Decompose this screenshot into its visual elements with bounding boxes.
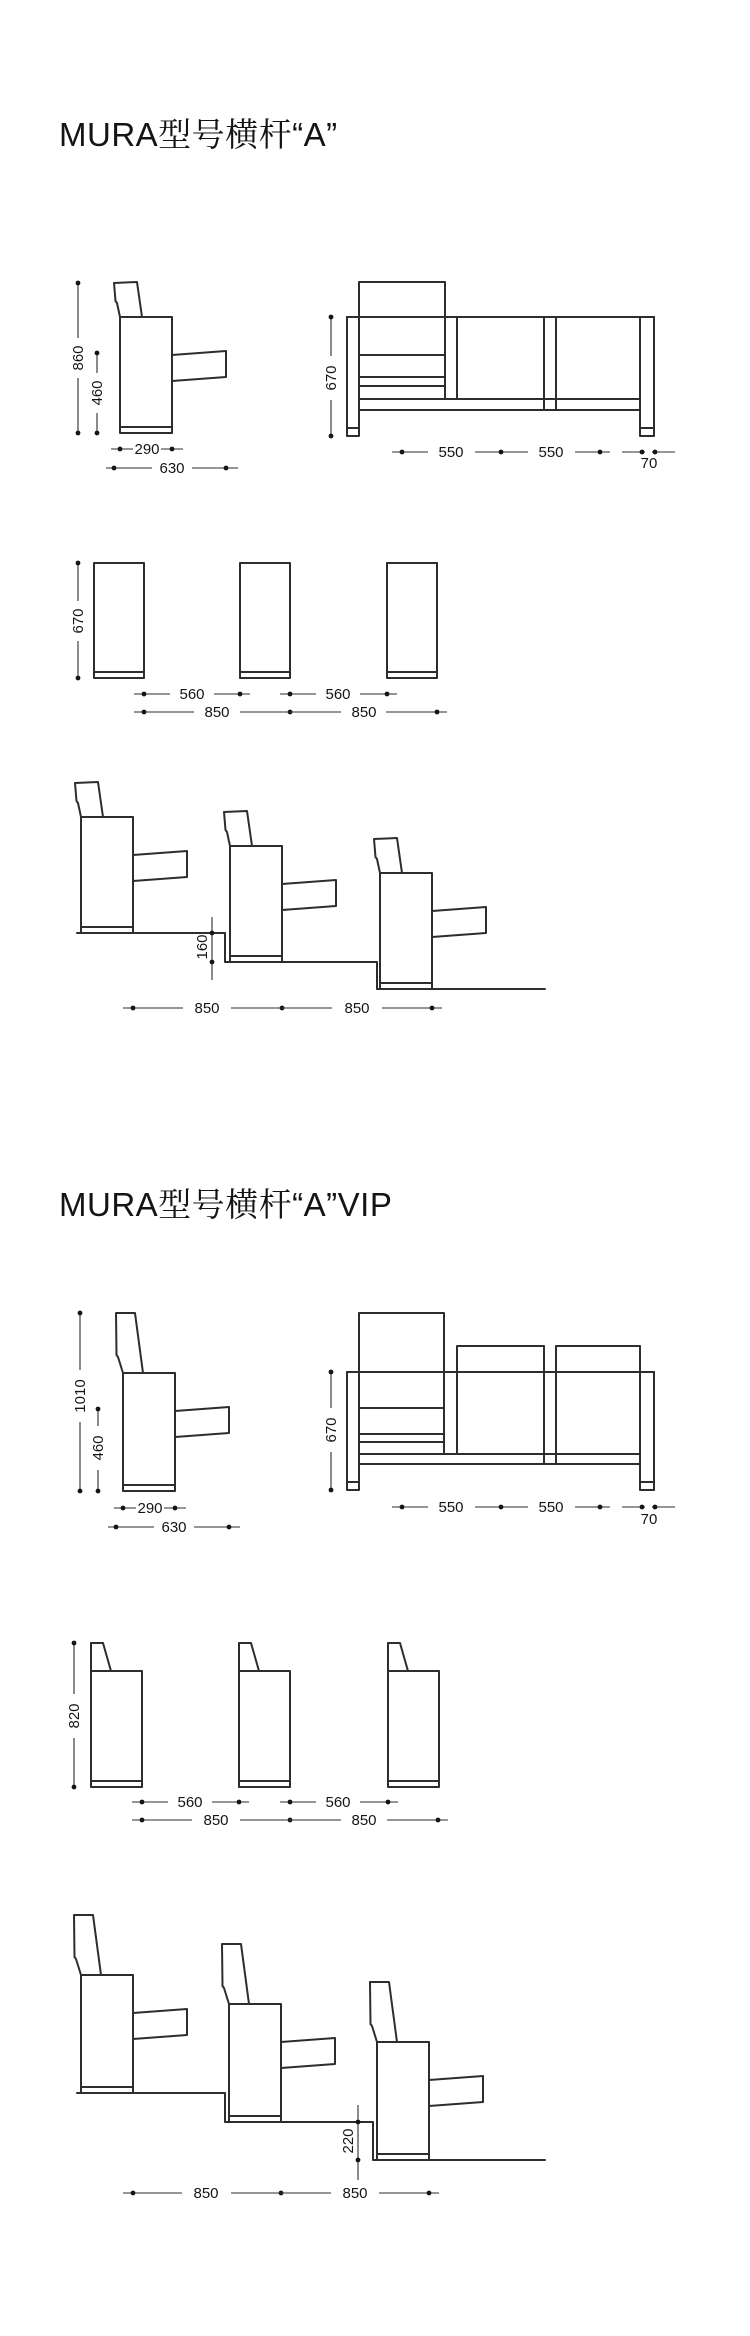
left-post-vip [347,1372,359,1490]
seat1-raised-vip [359,1313,444,1454]
dim-label-seat-depth: 290 [134,441,160,458]
dim-label-vip-riser: 220 [340,2128,357,2154]
dim-a-seat-depth [111,441,183,458]
dim-vip-front-pitches [392,1499,610,1516]
seat2-folded-vip [457,1346,544,1454]
section-vip-title: MURA型号横杆“A”VIP [59,1186,393,1223]
dim-a-row-pitch [134,704,447,721]
dim-a-row-height [70,561,87,681]
step-seat-3 [374,838,486,989]
dim-vip-seat-depth [114,1500,186,1517]
dim-label-vip-front-height: 670 [323,1417,340,1443]
seat-side-profile [114,282,226,433]
dim-a-end-width [622,450,675,472]
dim-label-vip-row-height: 820 [66,1703,83,1729]
dim-a-row-clear [134,686,397,703]
dim-label-row-pitch-2: 850 [351,704,377,721]
folded-seat-vip-2 [239,1643,290,1787]
dim-label-total-height: 860 [70,345,87,371]
dim-label-step-pitch-1: 850 [194,1000,220,1017]
dim-label-vip-seat-depth: 290 [137,1500,163,1517]
dim-label-vip-clear-1: 560 [177,1794,203,1811]
folded-seat-vip-1 [91,1643,142,1787]
dim-vip-total-height [72,1311,89,1494]
dim-label-front-height: 670 [323,365,340,391]
bottom-rail-vip [359,1454,640,1464]
seat-side-profile-vip [116,1313,229,1491]
dim-a-total-depth [106,460,238,477]
dim-vip-front-height [323,1370,340,1493]
dim-label-step-pitch-2: 850 [344,1000,370,1017]
step-seat-vip-3 [370,1982,483,2160]
dim-label-vip-pitch-1: 550 [438,1499,464,1516]
folded-seat-2 [240,563,290,678]
dim-label-vip-seat-height: 460 [90,1435,107,1461]
folded-seat-vip-3 [388,1643,439,1787]
seat3-folded-vip [556,1346,640,1454]
bottom-rail [359,399,640,410]
dim-label-vip-total-height: 1010 [72,1379,89,1413]
dim-label-vip-end-width: 70 [640,1511,658,1528]
diagram-a-step-view [75,782,545,1017]
dim-label-clear-1: 560 [179,686,205,703]
mid-post-vip [544,1372,556,1464]
dim-vip-riser [340,2105,360,2180]
dim-label-vip-clear-2: 560 [325,1794,351,1811]
dim-a-step-pitch [123,1000,442,1017]
dim-a-total-height [70,281,87,436]
dim-vip-row-clear [132,1794,398,1811]
folded-seat-3 [387,563,437,678]
dim-a-riser [194,917,214,980]
dim-vip-end-width [622,1505,675,1528]
diagram-vip-side-view [72,1311,240,1536]
dim-label-pitch-2: 550 [538,444,564,461]
diagram-a-front-view [323,282,675,472]
left-post [347,317,359,436]
dim-vip-row-pitch [132,1812,448,1829]
right-post-vip [640,1372,654,1490]
seat2-folded [457,317,544,399]
dim-vip-step-pitch [123,2185,439,2202]
diagram-vip-step-view [74,1915,545,2202]
diagram-vip-front-view [323,1313,675,1528]
folded-seat-1 [94,563,144,678]
seat3-folded [556,317,640,399]
dim-a-seat-height [89,351,106,436]
step-seat-2 [224,811,336,962]
section-a-title: MURA型号横杆“A” [59,116,338,153]
dim-label-clear-2: 560 [325,686,351,703]
dim-label-row-height: 670 [70,608,87,634]
dim-label-pitch-1: 550 [438,444,464,461]
dim-label-vip-row-pitch-2: 850 [351,1812,377,1829]
right-post [640,317,654,436]
dim-a-front-pitches [392,444,610,461]
dim-label-end-width: 70 [640,455,658,472]
mid-post [544,317,556,410]
dim-label-vip-step-pitch-1: 850 [193,2185,219,2202]
dim-label-row-pitch-1: 850 [204,704,230,721]
dim-label-vip-pitch-2: 550 [538,1499,564,1516]
dim-label-riser: 160 [194,934,211,960]
dim-a-front-height [323,315,340,439]
diagram-a-row-view [70,561,447,721]
dim-label-vip-row-pitch-1: 850 [203,1812,229,1829]
diagram-a-side-view [70,281,238,477]
dim-vip-total-depth [108,1519,240,1536]
dim-label-vip-step-pitch-2: 850 [342,2185,368,2202]
dim-label-seat-height: 460 [89,380,106,406]
step-seat-vip-2 [222,1944,335,2122]
dim-label-vip-total-depth: 630 [161,1519,187,1536]
step-seat-1 [75,782,187,933]
diagram-vip-row-view [66,1641,448,1829]
dim-vip-row-height [66,1641,83,1790]
dim-label-total-depth: 630 [159,460,185,477]
seat1-raised [359,282,445,399]
step-floor [77,933,545,989]
step-seat-vip-1 [74,1915,187,2093]
dim-vip-seat-height [90,1407,107,1494]
